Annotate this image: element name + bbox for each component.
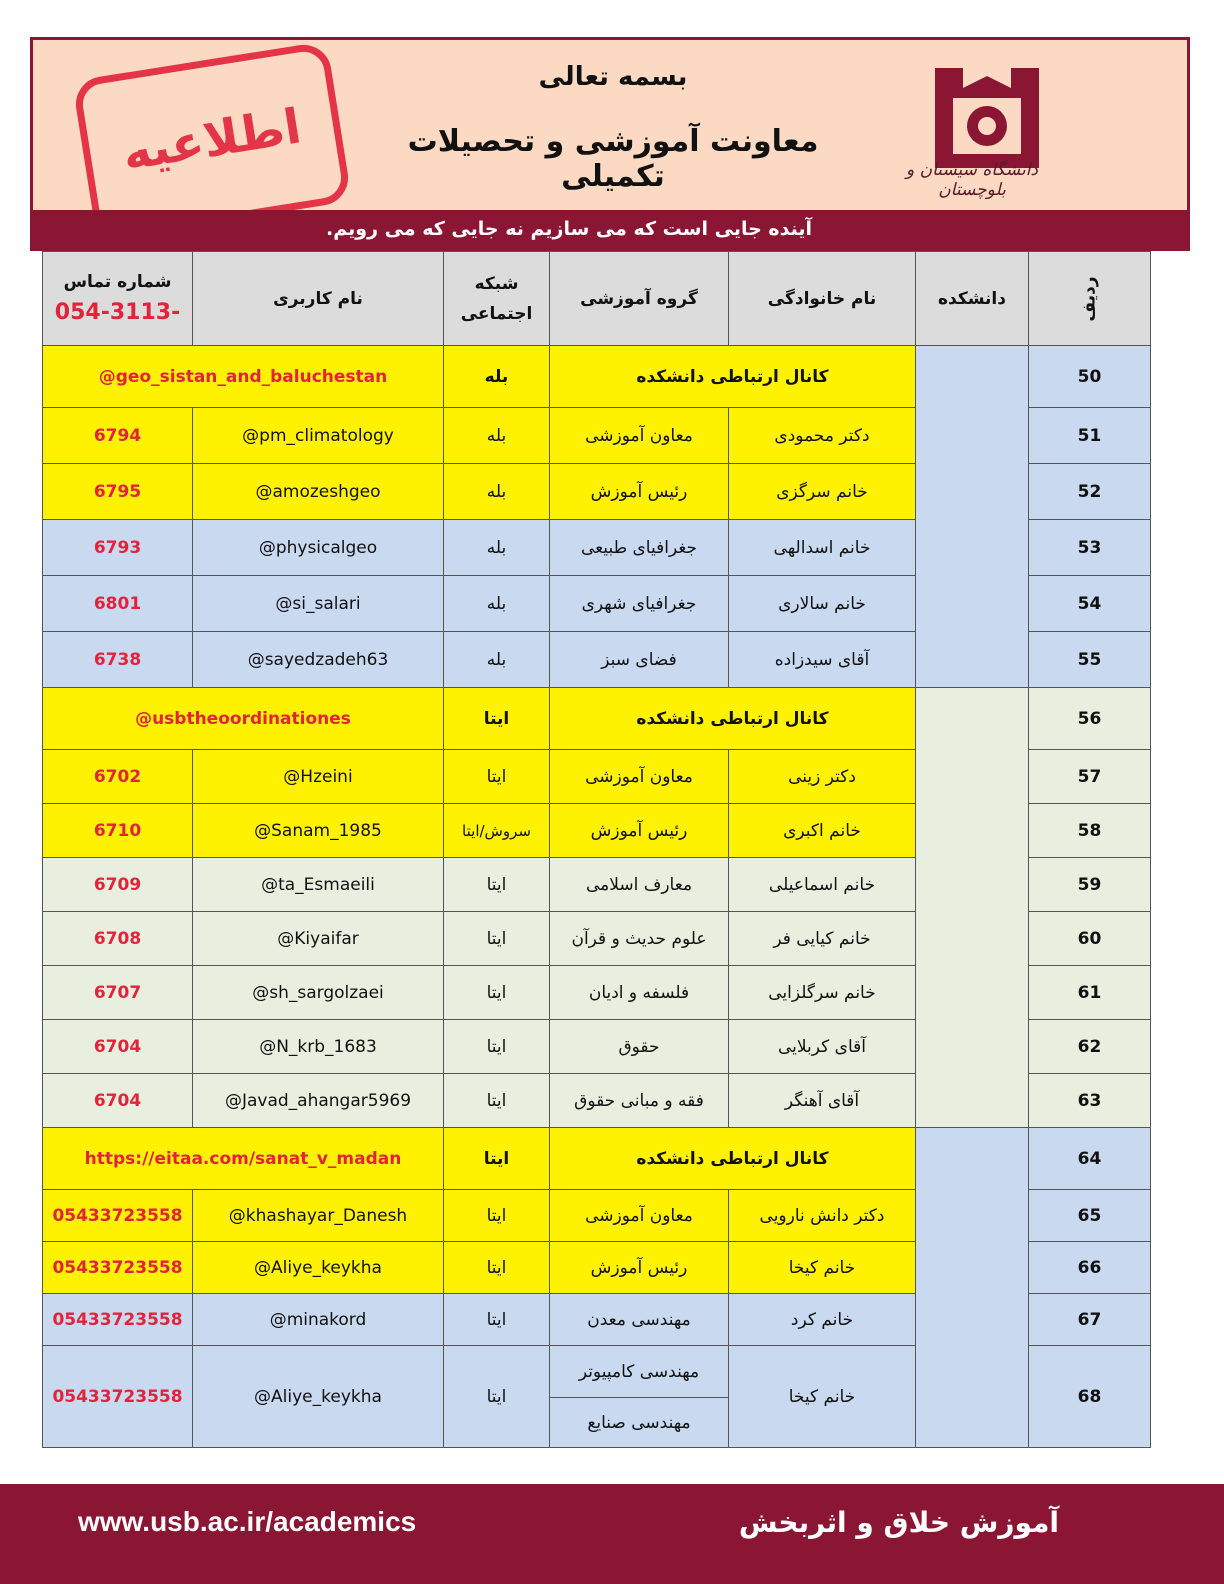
username-cell: @N_krb_1683 — [193, 1020, 444, 1074]
family-cell: دکتر زینی — [729, 750, 916, 804]
social-cell: ایتا — [444, 858, 550, 912]
table-row — [43, 346, 1151, 408]
channel-label: کانال ارتباطی دانشکده — [550, 346, 916, 408]
contacts-table — [42, 251, 1151, 1448]
family-cell: خانم کیایی فر — [729, 912, 916, 966]
footer-motto: آموزش خلاق و اثربخش — [738, 1506, 1059, 1539]
row-number: 66 — [1029, 1242, 1151, 1294]
family-cell: دکتر دانش نارویی — [729, 1190, 916, 1242]
phone-cell: 6793 — [43, 520, 193, 576]
channel-link[interactable]: https://eitaa.com/sanat_v_madan — [43, 1128, 444, 1190]
group-cell: معاون آموزشی — [550, 750, 729, 804]
phone-cell: 6704 — [43, 1074, 193, 1128]
header-faculty: دانشکده — [916, 252, 1029, 346]
header-social: شبکه اجتماعی — [444, 252, 550, 346]
header-group: گروه آموزشی — [550, 252, 729, 346]
row-number: 63 — [1029, 1074, 1151, 1128]
row-number: 58 — [1029, 804, 1151, 858]
family-cell: دکتر محمودی — [729, 408, 916, 464]
family-cell: آقای سیدزاده — [729, 632, 916, 688]
phone-cell: 6709 — [43, 858, 193, 912]
social-cell: بله — [444, 408, 550, 464]
channel-label: کانال ارتباطی دانشکده — [550, 688, 916, 750]
group-cell: معاون آموزشی — [550, 1190, 729, 1242]
family-cell: خانم کیخا — [729, 1346, 916, 1448]
row-number: 64 — [1029, 1128, 1151, 1190]
phone-cell: 05433723558 — [43, 1242, 193, 1294]
phone-cell: 6704 — [43, 1020, 193, 1074]
channel-username[interactable]: @usbtheoordinationes — [43, 688, 444, 750]
header-phone — [43, 252, 193, 346]
channel-username[interactable]: @geo_sistan_and_baluchestan — [43, 346, 444, 408]
group-cell: رئیس آموزش — [550, 804, 729, 858]
row-number: 67 — [1029, 1294, 1151, 1346]
phone-cell: 6794 — [43, 408, 193, 464]
phone-cell: 6707 — [43, 966, 193, 1020]
group-cell: رئیس آموزش — [550, 1242, 729, 1294]
row-number: 59 — [1029, 858, 1151, 912]
header-title-line1: بسمه تعالی — [538, 62, 688, 92]
phone-cell: 05433723558 — [43, 1346, 193, 1448]
row-number: 68 — [1029, 1346, 1151, 1448]
phone-cell: 05433723558 — [43, 1294, 193, 1346]
group-cell: حقوق — [550, 1020, 729, 1074]
social-cell: بله — [444, 520, 550, 576]
header-title-line2: معاونت آموزشی و تحصیلات تکمیلی — [407, 124, 819, 194]
row-number: 60 — [1029, 912, 1151, 966]
family-cell: خانم کیخا — [729, 1242, 916, 1294]
username-cell: @Sanam_1985 — [193, 804, 444, 858]
username-cell: @minakord — [193, 1294, 444, 1346]
social-cell: ایتا — [444, 966, 550, 1020]
header-phone-prefix: 054-3113- — [54, 300, 181, 325]
family-cell: خانم سرگزی — [729, 464, 916, 520]
row-number: 61 — [1029, 966, 1151, 1020]
row-number: 55 — [1029, 632, 1151, 688]
group-cell: جغرافیای طبیعی — [550, 520, 729, 576]
group-cell: مهندسی صنایع — [550, 1398, 729, 1448]
table-header-row — [43, 252, 1151, 346]
group-cell: جغرافیای شهری — [550, 576, 729, 632]
slogan-band: آینده جایی است که می سازیم نه جایی که می رویم. — [33, 210, 1187, 248]
group-cell: فضای سبز — [550, 632, 729, 688]
social-cell: ایتا — [444, 1074, 550, 1128]
row-number: 54 — [1029, 576, 1151, 632]
username-cell: @ta_Esmaeili — [193, 858, 444, 912]
username-cell: @si_salari — [193, 576, 444, 632]
social-cell: بله — [444, 346, 550, 408]
header-family: نام خانوادگی — [729, 252, 916, 346]
username-cell: @amozeshgeo — [193, 464, 444, 520]
faculty-cell — [916, 688, 1029, 1128]
family-cell: آقای آهنگر — [729, 1074, 916, 1128]
phone-cell: 6710 — [43, 804, 193, 858]
social-cell: بله — [444, 632, 550, 688]
group-cell: فقه و مبانی حقوق — [550, 1074, 729, 1128]
group-cell: معارف اسلامی — [550, 858, 729, 912]
social-cell: ایتا — [444, 1294, 550, 1346]
logo-caption: دانشگاه سیستان و بلوچستان — [905, 160, 1038, 200]
username-cell: @pm_climatology — [193, 408, 444, 464]
group-cell: رئیس آموزش — [550, 464, 729, 520]
phone-cell: 6801 — [43, 576, 193, 632]
channel-label: کانال ارتباطی دانشکده — [550, 1128, 916, 1190]
family-cell: خانم سالاری — [729, 576, 916, 632]
username-cell: @Aliye_keykha — [193, 1346, 444, 1448]
table-row — [43, 1128, 1151, 1190]
family-cell: خانم کرد — [729, 1294, 916, 1346]
social-cell: سروش/ایتا — [444, 804, 550, 858]
row-number: 56 — [1029, 688, 1151, 750]
family-cell: خانم اسماعیلی — [729, 858, 916, 912]
header-banner — [30, 37, 1190, 251]
header-username: نام کاربری — [193, 252, 444, 346]
row-number: 57 — [1029, 750, 1151, 804]
username-cell: @Kiyaifar — [193, 912, 444, 966]
row-number: 65 — [1029, 1190, 1151, 1242]
group-cell: مهندسی معدن — [550, 1294, 729, 1346]
table-row — [43, 688, 1151, 750]
footer-url-link[interactable]: www.usb.ac.ir/academics — [78, 1506, 417, 1537]
username-cell: @Aliye_keykha — [193, 1242, 444, 1294]
phone-cell: 05433723558 — [43, 1190, 193, 1242]
group-cell: مهندسی کامپیوتر — [550, 1346, 729, 1398]
group-cell: فلسفه و ادیان — [550, 966, 729, 1020]
username-cell: @sayedzadeh63 — [193, 632, 444, 688]
username-cell: @Javad_ahangar5969 — [193, 1074, 444, 1128]
social-cell: ایتا — [444, 1128, 550, 1190]
phone-cell: 6708 — [43, 912, 193, 966]
social-cell: ایتا — [444, 750, 550, 804]
row-number: 52 — [1029, 464, 1151, 520]
faculty-cell — [916, 1128, 1029, 1448]
family-cell: آقای کربلایی — [729, 1020, 916, 1074]
social-cell: بله — [444, 576, 550, 632]
row-number: 53 — [1029, 520, 1151, 576]
header-radif: ردیف — [1029, 252, 1151, 346]
family-cell: خانم اکبری — [729, 804, 916, 858]
header-phone-label: شماره تماس — [63, 272, 172, 292]
social-cell: ایتا — [444, 1020, 550, 1074]
social-cell: ایتا — [444, 912, 550, 966]
username-cell: @physicalgeo — [193, 520, 444, 576]
username-cell: @Hzeini — [193, 750, 444, 804]
social-cell: بله — [444, 464, 550, 520]
row-number: 62 — [1029, 1020, 1151, 1074]
group-cell: معاون آموزشی — [550, 408, 729, 464]
phone-cell: 6795 — [43, 464, 193, 520]
footer-bar — [0, 1484, 1224, 1584]
social-cell: ایتا — [444, 1346, 550, 1448]
phone-cell: 6702 — [43, 750, 193, 804]
family-cell: خانم سرگلزایی — [729, 966, 916, 1020]
faculty-cell — [916, 346, 1029, 688]
announcement-stamp: اطلاعیه — [72, 41, 352, 241]
username-cell: @sh_sargolzaei — [193, 966, 444, 1020]
username-cell: @khashayar_Danesh — [193, 1190, 444, 1242]
row-number: 50 — [1029, 346, 1151, 408]
row-number: 51 — [1029, 408, 1151, 464]
social-cell: ایتا — [444, 1190, 550, 1242]
social-cell: ایتا — [444, 688, 550, 750]
phone-cell: 6738 — [43, 632, 193, 688]
family-cell: خانم اسدالهی — [729, 520, 916, 576]
group-cell: علوم حدیث و قرآن — [550, 912, 729, 966]
social-cell: ایتا — [444, 1242, 550, 1294]
